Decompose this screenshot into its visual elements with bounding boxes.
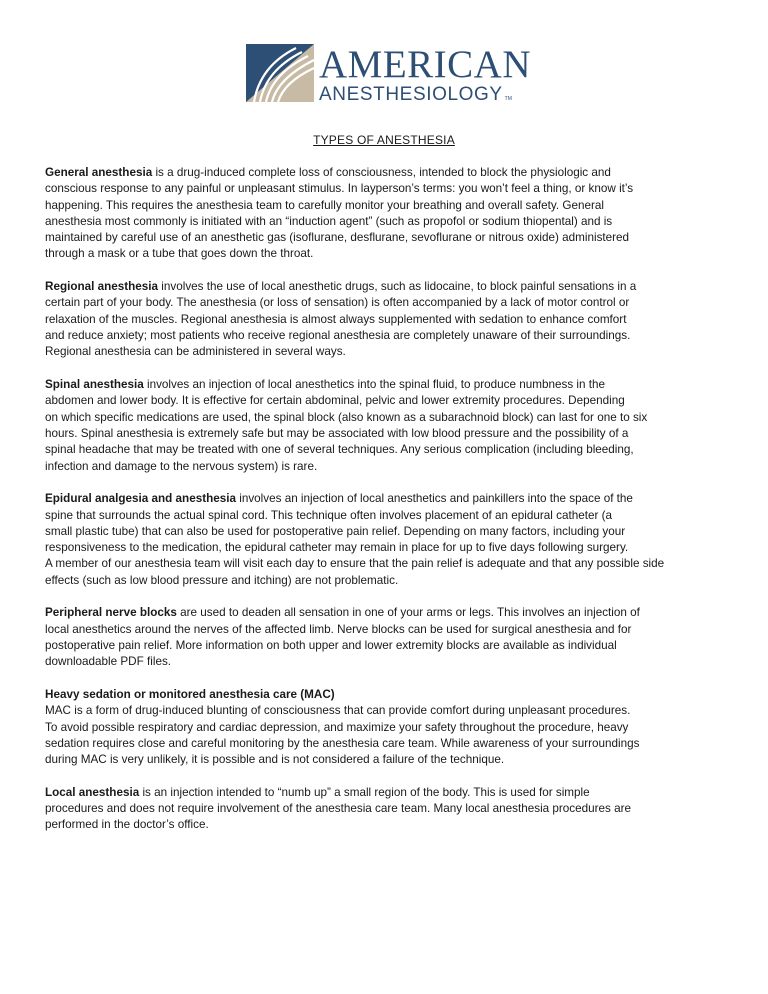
paragraph-line — [45, 491, 725, 507]
paragraph-line: conscious response to any painful or unpleasant stimulus. In layperson’s terms: you won’t feel a thing, or know it’s — [45, 182, 634, 196]
line-text: involves an injection of local anesthetics into the spinal fluid, to produce numbness in the — [143, 378, 606, 392]
paragraph-line — [45, 605, 725, 621]
paragraph-line: happening. This requires the anesthesia team to carefully monitor your breathing and overall safety. General — [45, 198, 604, 212]
logo-trademark: TM — [504, 96, 512, 102]
paragraph-line — [45, 165, 725, 181]
section-term: Epidural analgesia and anesthesia — [45, 492, 236, 506]
section-term: Local anesthesia — [45, 785, 140, 799]
paragraph-line: on which specific medications are used, the spinal block (also known as a subarachnoid block) can last for one to six — [45, 410, 648, 424]
paragraph-line — [45, 687, 725, 703]
section-term: Regional anesthesia — [45, 280, 159, 294]
paragraph-line: local anesthetics around the nerves of the affected limb. Nerve blocks can be used for surgical anesthesia and for — [45, 622, 632, 636]
line-text: involves the use of local anesthetic drugs, such as lidocaine, to block painful sensations in a — [158, 280, 637, 294]
logo-text — [319, 44, 531, 104]
paragraph-line: procedures and does not require involvement of the anesthesia care team. Many local anesthesia procedures are — [45, 802, 632, 816]
section-term: General anesthesia — [45, 166, 153, 179]
paragraph-line: anesthesia most commonly is initiated with an “induction agent” (such as propofol or sodium thiopental) and is — [45, 214, 613, 228]
paragraph-line: Regional anesthesia can be administered in several ways. — [45, 345, 346, 359]
section-peripheral-nerve-blocks — [45, 605, 725, 670]
document-body — [45, 165, 725, 850]
section-regional-anesthesia — [45, 279, 725, 360]
paragraph-line: certain part of your body. The anesthesia (or loss of sensation) is often accompanied by a lack of motor control or — [45, 296, 630, 310]
line-text: is a drug-induced complete loss of consciousness, intended to block the physiologic and — [152, 166, 611, 179]
paragraph-line: MAC is a form of drug-induced blunting of consciousness that can provide comfort during unpleasant procedures. — [45, 704, 631, 718]
section-term: Heavy sedation or monitored anesthesia care (MAC) — [45, 687, 335, 701]
logo-mark-icon — [246, 44, 314, 102]
paragraph-line: through a mask or a tube that goes down the throat. — [45, 247, 314, 261]
paragraph-line: responsiveness to the medication, the epidural catheter may remain in place for up to five days following surgery. — [45, 541, 629, 555]
paragraph-line — [45, 377, 725, 393]
paragraph-line: spinal headache that may be treated with one of several techniques. Any serious complication (including bleeding, — [45, 443, 634, 457]
logo-wordmark-anesthesiology: ANESTHESIOLOGY — [319, 84, 503, 105]
paragraph-line: performed in the doctor’s office. — [45, 818, 209, 832]
paragraph-line: infection and damage to the nervous system) is rare. — [45, 459, 318, 473]
paragraph-line: To avoid possible respiratory and cardiac depression, and maximize your safety throughout the procedure, heavy — [45, 720, 629, 734]
paragraph-line: during MAC is very unlikely, it is possible and is not considered a failure of the technique. — [45, 753, 505, 767]
paragraph-line: sedation requires close and careful monitoring by the anesthesia care team. While awareness of your surroundings — [45, 736, 640, 750]
paragraph-line — [45, 279, 725, 295]
paragraph-line: downloadable PDF files. — [45, 655, 172, 669]
section-term: Peripheral nerve blocks — [45, 606, 177, 620]
paragraph-line: hours. Spinal anesthesia is extremely safe but may be associated with low blood pressure and the possibility of a — [45, 426, 629, 440]
section-spinal-anesthesia — [45, 377, 725, 475]
paragraph-line: effects (such as low blood pressure and itching) are not problematic. — [45, 573, 399, 587]
line-text: involves an injection of local anesthetics and painkillers into the space of the — [235, 492, 633, 506]
section-epidural-anesthesia — [45, 491, 725, 589]
line-text: is an injection intended to “numb up” a small region of the body. This is used for simple — [139, 785, 590, 799]
paragraph-line: A member of our anesthesia team will visit each day to ensure that the pain relief is adequate and that any possible side — [45, 557, 665, 571]
logo-wordmark-american: AMERICAN — [319, 43, 532, 86]
section-local-anesthesia — [45, 785, 725, 834]
paragraph-line: maintained by careful use of an anesthetic gas (isoflurane, desflurane, sevoflurane or nitrous oxide) administered — [45, 231, 630, 245]
paragraph-line: relaxation of the muscles. Regional anesthesia is almost always supplemented with sedation to enhance comfort — [45, 312, 627, 326]
paragraph-line: abdomen and lower body. It is effective for certain abdominal, pelvic and lower extremity procedures. Depending — [45, 394, 625, 408]
paragraph-line: and reduce anxiety; most patients who receive regional anesthesia are completely unaware of their surroundings. — [45, 329, 631, 343]
line-text: are used to deaden all sensation in one of your arms or legs. This involves an injection of — [176, 606, 640, 620]
section-term: Spinal anesthesia — [45, 378, 144, 392]
paragraph-line: small plastic tube) that can also be used for postoperative pain relief. Depending on many factors, including your — [45, 524, 626, 538]
section-heavy-sedation-mac — [45, 687, 725, 768]
paragraph-line — [45, 785, 725, 801]
paragraph-line: spine that surrounds the actual spinal cord. This technique often involves placement of an epidural catheter (a — [45, 508, 612, 522]
document-title: TYPES OF ANESTHESIA — [313, 133, 455, 147]
american-anesthesiology-logo — [246, 44, 531, 104]
section-general-anesthesia — [45, 165, 725, 263]
paragraph-line: postoperative pain relief. More information on both upper and lower extremity blocks are available as individual — [45, 638, 617, 652]
